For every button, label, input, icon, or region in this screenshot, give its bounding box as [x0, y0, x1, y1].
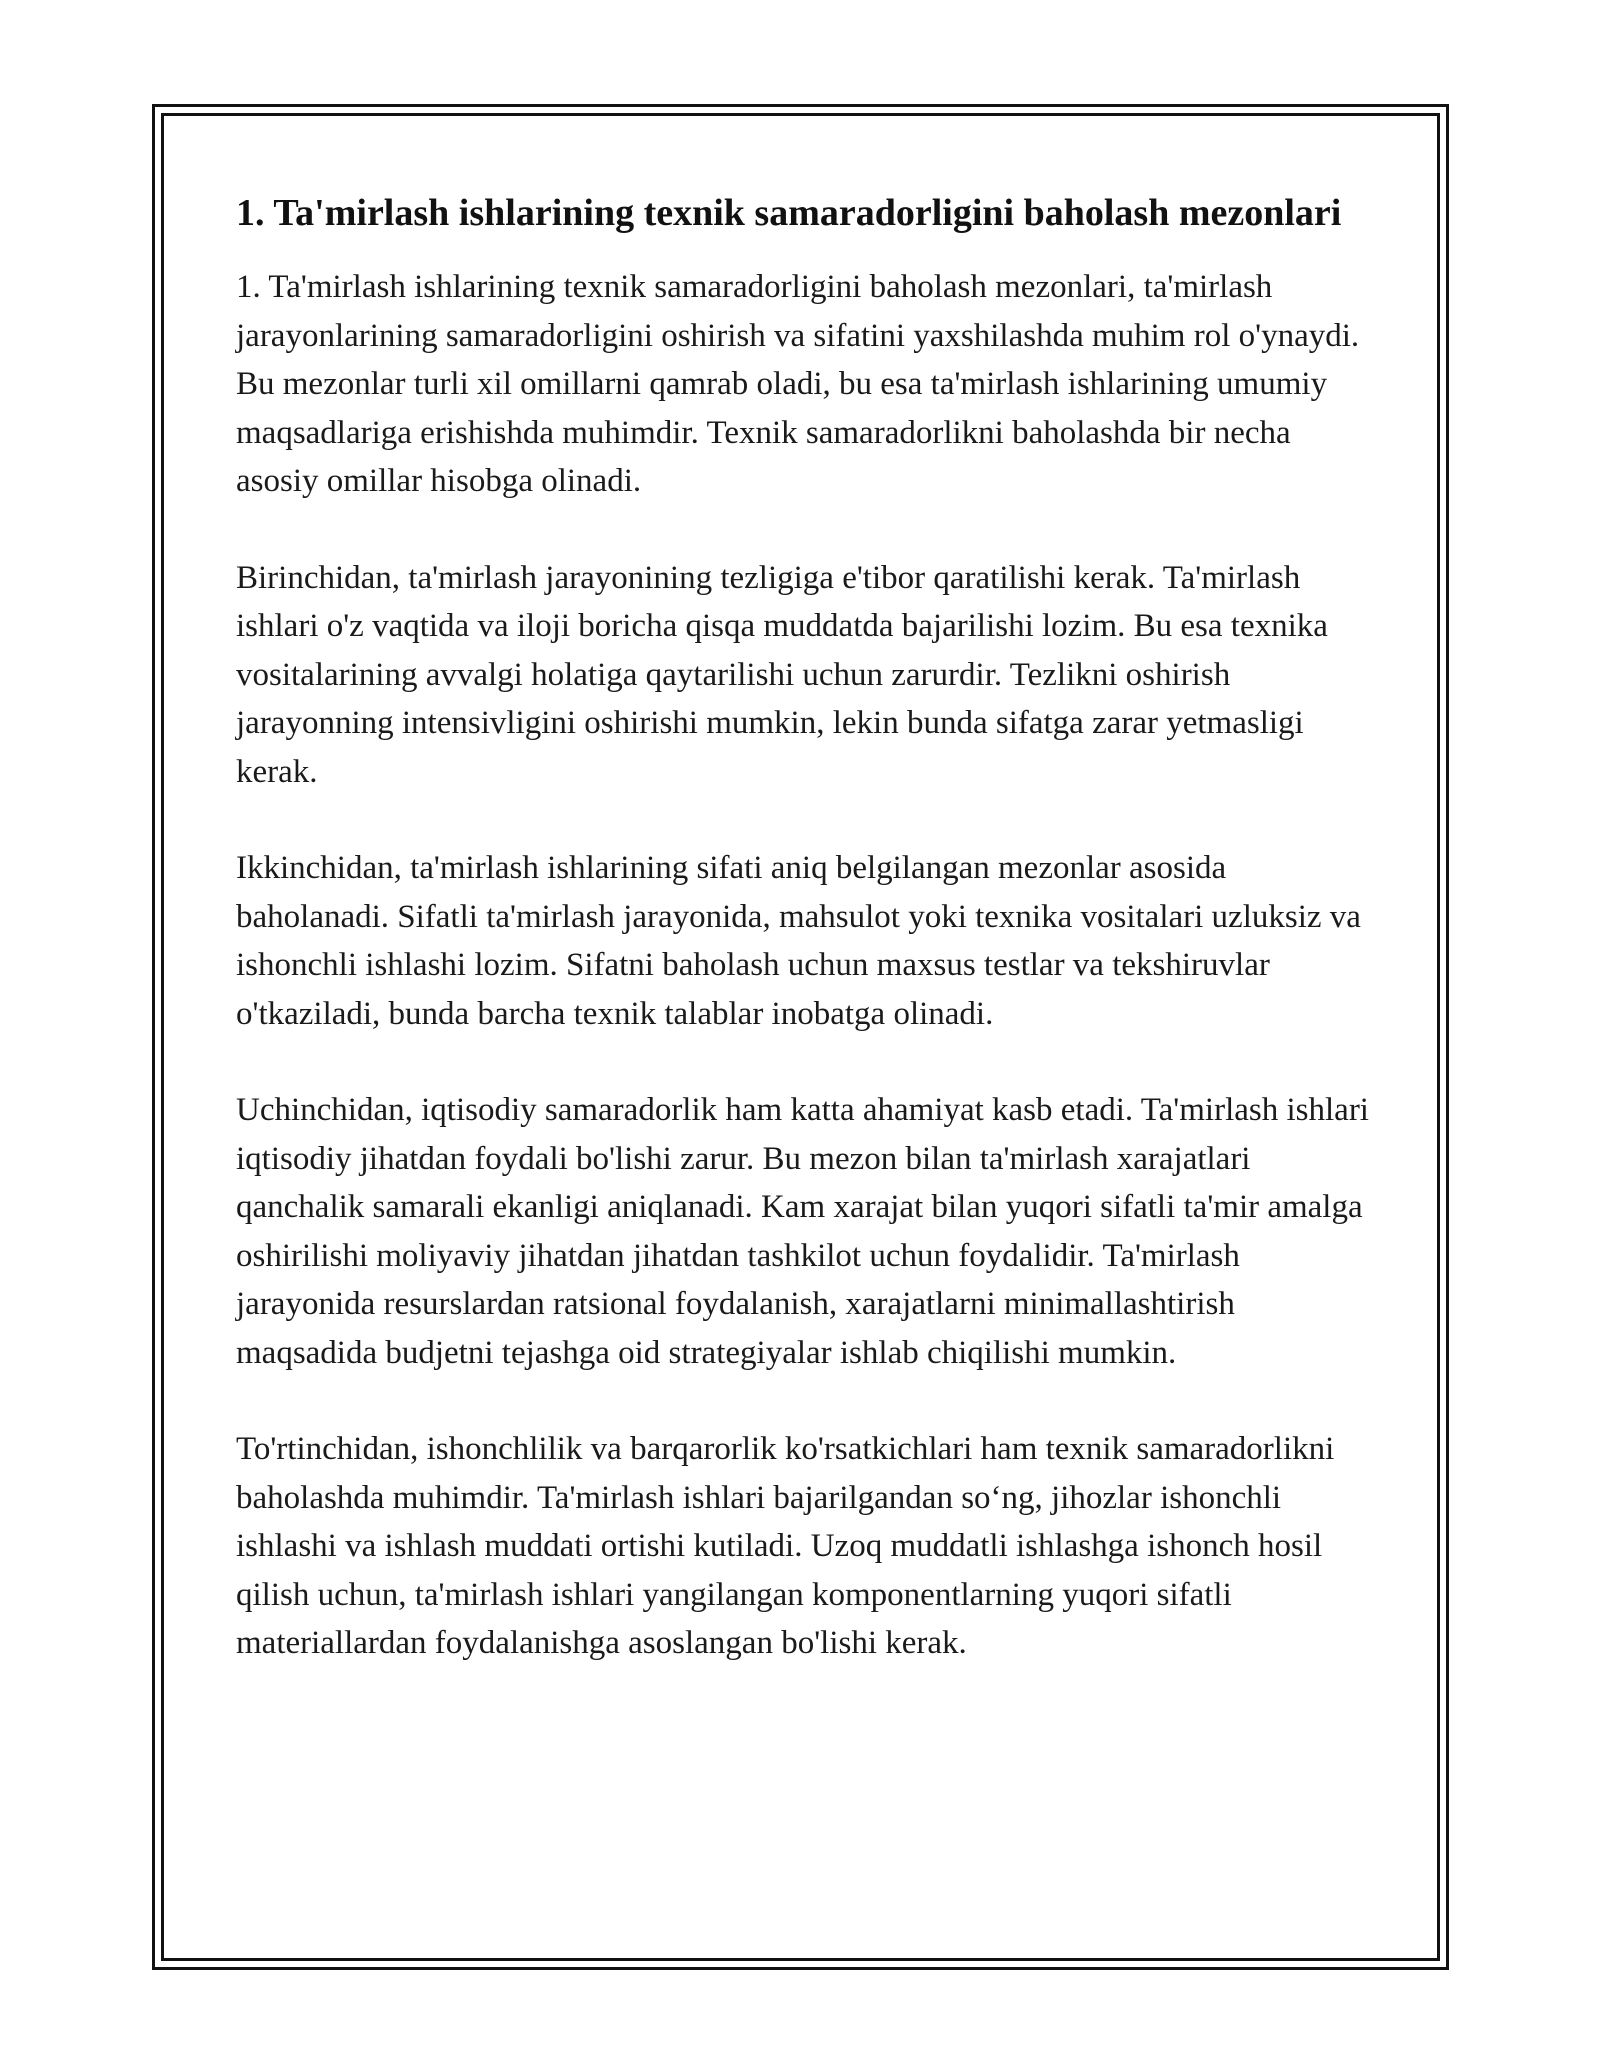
paragraph-fourth: To'rtinchidan, ishonchlilik va barqarorlik ko'rsatkichlari ham texnik samaradorlikni baholashda muhimdir. Ta'mirlash ishlari bajarilgandan so‘ng, jihozlar ishonchli ishlashi va ishlash muddati ortishi kutiladi. Uzoq muddatli ishlashga ishonch hosil qilish uchun, ta'mirlash ishlari yangilangan komponentlarning yuqori sifatli materiallardan foydalanishga asoslangan bo'lishi kerak.: [236, 1431, 1335, 1661]
paragraph-third: Uchinchidan, iqtisodiy samaradorlik ham katta ahamiyat kasb etadi. Ta'mirlash ishlari iqtisodiy jihatdan foydali bo'lishi zarur. Bu mezon bilan ta'mirlash xarajatlari qanchalik samarali ekanligi aniqlanadi. Kam xarajat bilan yuqori sifatli ta'mir amalga oshirilishi moliyaviy jihatdan jihatdan tashkilot uchun foydalidir. Ta'mirlash jarayonida resurslardan ratsional foydalanish, xarajatlarni minimallashtirish maqsadida budjetni tejashga oid strategiyalar ishlab chiqilishi mumkin.: [236, 1092, 1369, 1371]
paragraph-intro: 1. Ta'mirlash ishlarining texnik samaradorligini baholash mezonlari, ta'mirlash jarayonlarining samaradorligini oshirish va sifatini yaxshilashda muhim rol o'ynaydi. Bu mezonlar turli xil omillarni qamrab oladi, bu esa ta'mirlash ishlarining umumiy maqsadlariga erishishda muhimdir. Texnik samaradorlikni baholashda bir necha asosiy omillar hisobga olinadi.: [236, 269, 1360, 499]
document-body: [236, 186, 1376, 1716]
paragraph-second: Ikkinchidan, ta'mirlash ishlarining sifati aniq belgilangan mezonlar asosida baholanadi. Sifatli ta'mirlash jarayonida, mahsulot yoki texnika vositalari uzluksiz va ishonchli ishlashi lozim. Sifatni baholash uchun maxsus testlar va tekshiruvlar o'tkaziladi, bunda barcha texnik talablar inobatga olinadi.: [236, 850, 1361, 1032]
paragraph-first: Birinchidan, ta'mirlash jarayonining tezligiga e'tibor qaratilishi kerak. Ta'mirlash ishlari o'z vaqtida va iloji boricha qisqa muddatda bajarilishi lozim. Bu esa texnika vositalarining avvalgi holatiga qaytarilishi uchun zarurdir. Tezlikni oshirish jarayonning intensivligini oshirishi mumkin, lekin bunda sifatga zarar yetmasligi kerak.: [236, 559, 1328, 790]
section-heading: 1. Ta'mirlash ishlarining texnik samaradorligini baholash mezonlari: [236, 192, 1342, 234]
